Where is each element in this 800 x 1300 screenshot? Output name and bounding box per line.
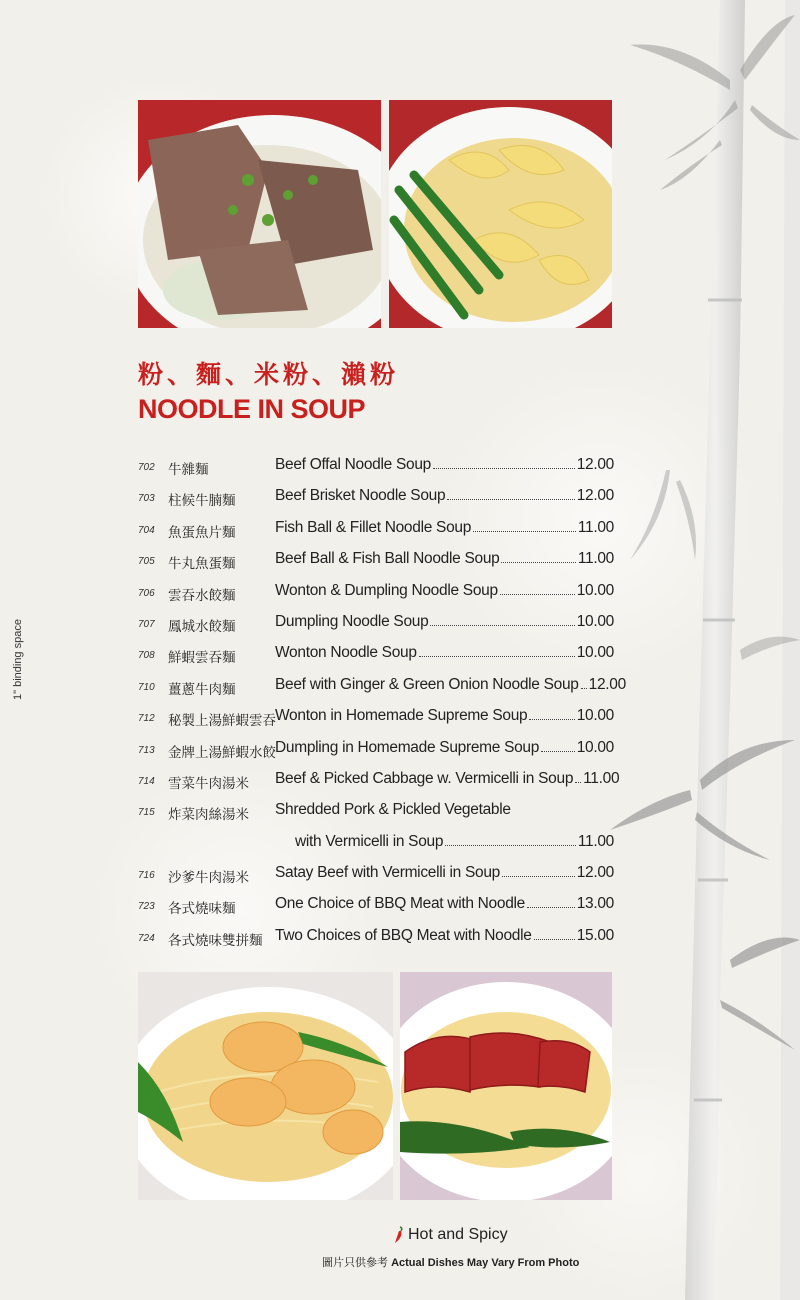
item-price: 12.00 bbox=[576, 864, 614, 882]
item-name-english: Wonton & Dumpling Noodle Soup bbox=[275, 581, 498, 599]
item-number: 715 bbox=[138, 807, 155, 819]
item-name-english: Shredded Pork & Pickled Vegetable bbox=[275, 801, 511, 819]
item-name-chinese: 鮮蝦雲吞麵 bbox=[168, 650, 236, 666]
item-name-english: Fish Ball & Fillet Noodle Soup bbox=[275, 518, 472, 536]
item-name-english: Beef Brisket Noodle Soup bbox=[275, 487, 446, 505]
menu-item bbox=[138, 485, 614, 516]
item-price: 10.00 bbox=[576, 612, 614, 630]
item-number: 723 bbox=[138, 901, 155, 913]
item-price: 10.00 bbox=[576, 738, 614, 756]
item-name-chinese: 炸菜肉絲湯米 bbox=[168, 807, 249, 823]
item-name-chinese: 鳳城水餃麵 bbox=[168, 618, 236, 634]
item-name-chinese: 牛丸魚蛋麵 bbox=[168, 556, 236, 572]
item-name-chinese: 薑蔥牛肉麵 bbox=[168, 681, 236, 697]
item-name-chinese: 柱候牛腩麵 bbox=[168, 493, 236, 509]
menu-item bbox=[138, 768, 620, 799]
item-price: 15.00 bbox=[576, 926, 614, 944]
menu-item bbox=[138, 893, 614, 924]
disclaimer-chinese: 圖片只供參考 bbox=[322, 1257, 388, 1269]
item-number: 716 bbox=[138, 870, 155, 882]
disclaimer-english: Actual Dishes May Vary From Photo bbox=[391, 1257, 580, 1269]
menu-item bbox=[138, 737, 614, 768]
item-name-chinese: 各式燒味雙拼麵 bbox=[168, 932, 263, 948]
photo-disclaimer bbox=[322, 1254, 579, 1270]
menu-item bbox=[138, 454, 614, 485]
item-name-chinese: 金牌上湯鮮蝦水餃 bbox=[168, 744, 276, 760]
item-name-english: Wonton in Homemade Supreme Soup bbox=[275, 707, 528, 725]
item-name-chinese: 雪菜牛肉湯米 bbox=[168, 775, 249, 791]
section-title-english: NOODLE IN SOUP bbox=[138, 394, 366, 424]
item-name-chinese: 各式燒味麵 bbox=[168, 901, 236, 917]
item-number: 702 bbox=[138, 462, 155, 473]
menu-item bbox=[138, 862, 614, 893]
item-price: 12.00 bbox=[576, 487, 614, 505]
item-price: 10.00 bbox=[576, 581, 614, 599]
menu-item bbox=[138, 925, 614, 956]
item-name-chinese: 雲吞水餃麵 bbox=[168, 587, 236, 603]
item-number: 714 bbox=[138, 775, 155, 787]
item-number: 724 bbox=[138, 932, 155, 944]
item-number: 712 bbox=[138, 713, 155, 725]
item-price: 11.00 bbox=[577, 518, 614, 536]
menu-item bbox=[138, 611, 614, 642]
section-title-chinese: 粉、麵、米粉、瀨粉 bbox=[138, 360, 400, 389]
menu-item bbox=[138, 799, 614, 830]
shrimp-wonton-noodle-photo bbox=[138, 972, 393, 1200]
item-name-english: Beef & Picked Cabbage w. Vermicelli in Soup bbox=[275, 769, 574, 787]
item-number: 707 bbox=[138, 618, 155, 630]
item-number: 713 bbox=[138, 744, 155, 756]
item-price: 10.00 bbox=[576, 707, 614, 725]
item-name-english: Beef Ball & Fish Ball Noodle Soup bbox=[275, 550, 500, 568]
item-name-chinese: 魚蛋魚片麵 bbox=[168, 524, 236, 540]
menu-item-continuation bbox=[138, 831, 614, 862]
wonton-noodle-photo bbox=[389, 100, 612, 328]
item-number: 705 bbox=[138, 556, 155, 568]
spicy-legend bbox=[392, 1226, 508, 1244]
bbq-pork-noodle-photo bbox=[400, 972, 612, 1200]
item-price: 11.00 bbox=[583, 769, 620, 787]
item-number: 706 bbox=[138, 587, 155, 599]
item-price: 10.00 bbox=[576, 644, 614, 662]
item-name-chinese: 牛雜麵 bbox=[168, 462, 209, 477]
chili-pepper-icon bbox=[392, 1226, 404, 1244]
item-price: 12.00 bbox=[576, 456, 614, 473]
item-number: 704 bbox=[138, 524, 155, 536]
item-name-english: Wonton Noodle Soup bbox=[275, 644, 417, 662]
item-name-chinese: 沙爹牛肉湯米 bbox=[168, 870, 249, 886]
item-name-chinese: 秘製上湯鮮蝦雲吞 bbox=[168, 713, 276, 729]
binding-space-note: 1" binding space bbox=[12, 619, 24, 700]
item-number: 710 bbox=[138, 681, 155, 693]
item-price: 11.00 bbox=[577, 550, 614, 568]
menu-item bbox=[138, 642, 614, 673]
item-name-english: Beef with Ginger & Green Onion Noodle Soup bbox=[275, 675, 579, 693]
beef-offal-noodle-photo bbox=[138, 100, 381, 328]
item-price: 12.00 bbox=[588, 675, 626, 693]
item-name-english: One Choice of BBQ Meat with Noodle bbox=[275, 895, 525, 913]
item-name-english: Two Choices of BBQ Meat with Noodle bbox=[275, 926, 532, 944]
menu-item bbox=[138, 705, 614, 736]
item-name-english: Satay Beef with Vermicelli in Soup bbox=[275, 864, 501, 882]
item-price: 13.00 bbox=[576, 895, 614, 913]
menu-item bbox=[138, 674, 626, 705]
menu-item bbox=[138, 548, 614, 579]
item-price: 11.00 bbox=[577, 832, 614, 850]
item-name-english: Beef Offal Noodle Soup bbox=[275, 456, 431, 473]
item-name-english-line2: with Vermicelli in Soup bbox=[295, 832, 444, 850]
menu-item bbox=[138, 517, 614, 548]
item-name-english: Dumpling Noodle Soup bbox=[275, 612, 429, 630]
spicy-legend-label: Hot and Spicy bbox=[408, 1226, 508, 1243]
menu-item bbox=[138, 580, 614, 611]
menu-list bbox=[138, 454, 626, 956]
item-name-english: Dumpling in Homemade Supreme Soup bbox=[275, 738, 540, 756]
item-number: 708 bbox=[138, 650, 155, 662]
item-number: 703 bbox=[138, 493, 155, 505]
